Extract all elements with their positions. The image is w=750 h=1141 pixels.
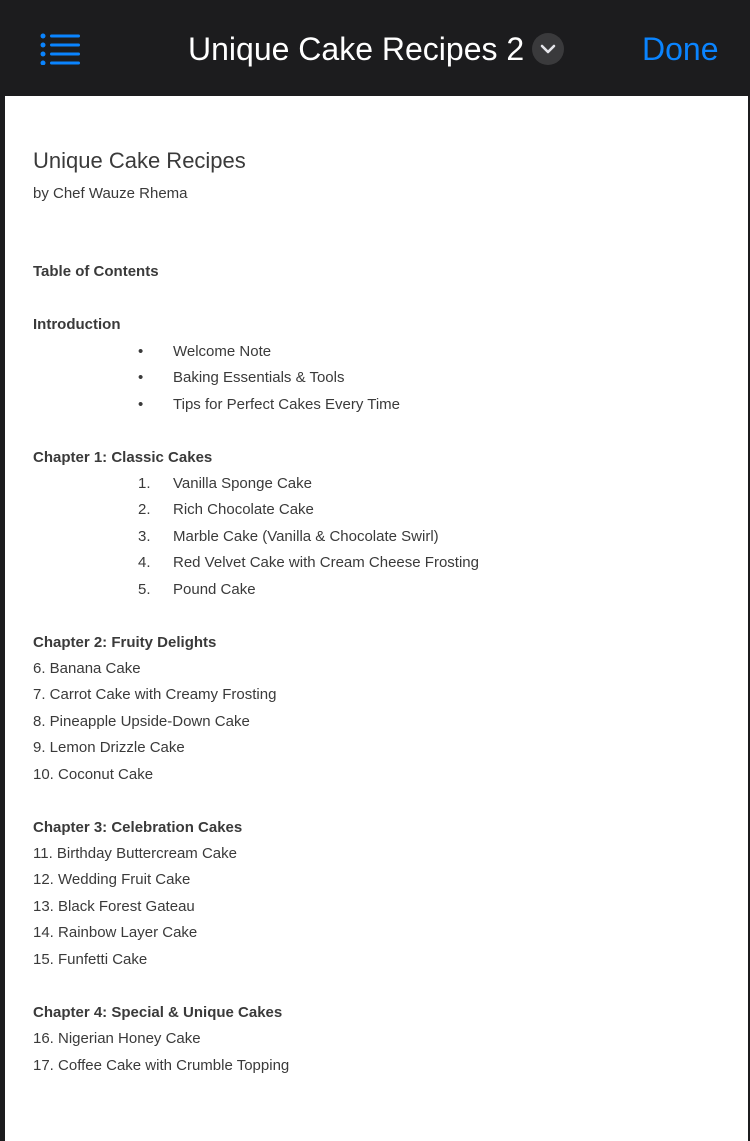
document-page[interactable] (5, 96, 748, 1141)
list-item: 11. Birthday Buttercream Cake (33, 845, 237, 862)
number-marker: 4. (138, 554, 151, 571)
title-menu-button[interactable] (532, 33, 564, 65)
list-item: Pound Cake (173, 581, 256, 598)
list-item: 9. Lemon Drizzle Cake (33, 739, 185, 756)
list-icon[interactable] (40, 33, 82, 65)
list-item: Vanilla Sponge Cake (173, 475, 312, 492)
bullet-marker: • (138, 343, 144, 360)
list-item: Rich Chocolate Cake (173, 501, 314, 518)
bullet-marker: • (138, 369, 144, 386)
chapter4-heading: Chapter 4: Special & Unique Cakes (33, 1004, 283, 1021)
chapter3-heading: Chapter 3: Celebration Cakes (33, 819, 243, 836)
doc-byline: by Chef Wauze Rhema (33, 185, 188, 202)
list-item: 8. Pineapple Upside-Down Cake (33, 713, 250, 730)
list-item: Welcome Note (173, 343, 272, 360)
list-item: Tips for Perfect Cakes Every Time (173, 396, 401, 413)
toc-heading: Table of Contents (33, 263, 159, 280)
bullet-marker: • (138, 396, 144, 413)
chevron-down-icon (540, 43, 556, 55)
list-item: 17. Coffee Cake with Crumble Topping (33, 1057, 290, 1074)
list-item: 15. Funfetti Cake (33, 951, 148, 968)
list-item: 6. Banana Cake (33, 660, 141, 677)
list-item: Baking Essentials & Tools (173, 369, 345, 386)
chapter2-heading: Chapter 2: Fruity Delights (33, 634, 217, 651)
top-toolbar (0, 0, 750, 96)
list-item: 7. Carrot Cake with Creamy Frosting (33, 686, 277, 703)
list-item: 16. Nigerian Honey Cake (33, 1030, 201, 1047)
doc-heading: Unique Cake Recipes (33, 148, 246, 173)
list-item: 12. Wedding Fruit Cake (33, 871, 191, 888)
number-marker: 3. (138, 528, 151, 545)
document-title[interactable]: Unique Cake Recipes 2 (188, 31, 525, 67)
chapter1-heading: Chapter 1: Classic Cakes (33, 449, 213, 466)
done-button[interactable]: Done (642, 31, 719, 67)
list-item: 10. Coconut Cake (33, 766, 154, 783)
list-item: Marble Cake (Vanilla & Chocolate Swirl) (173, 528, 439, 545)
list-item: 14. Rainbow Layer Cake (33, 924, 198, 941)
number-marker: 1. (138, 475, 151, 492)
introduction-heading: Introduction (33, 316, 121, 333)
number-marker: 5. (138, 581, 151, 598)
number-marker: 2. (138, 501, 151, 518)
list-item: 13. Black Forest Gateau (33, 898, 195, 915)
list-item: Red Velvet Cake with Cream Cheese Frosting (173, 554, 479, 571)
